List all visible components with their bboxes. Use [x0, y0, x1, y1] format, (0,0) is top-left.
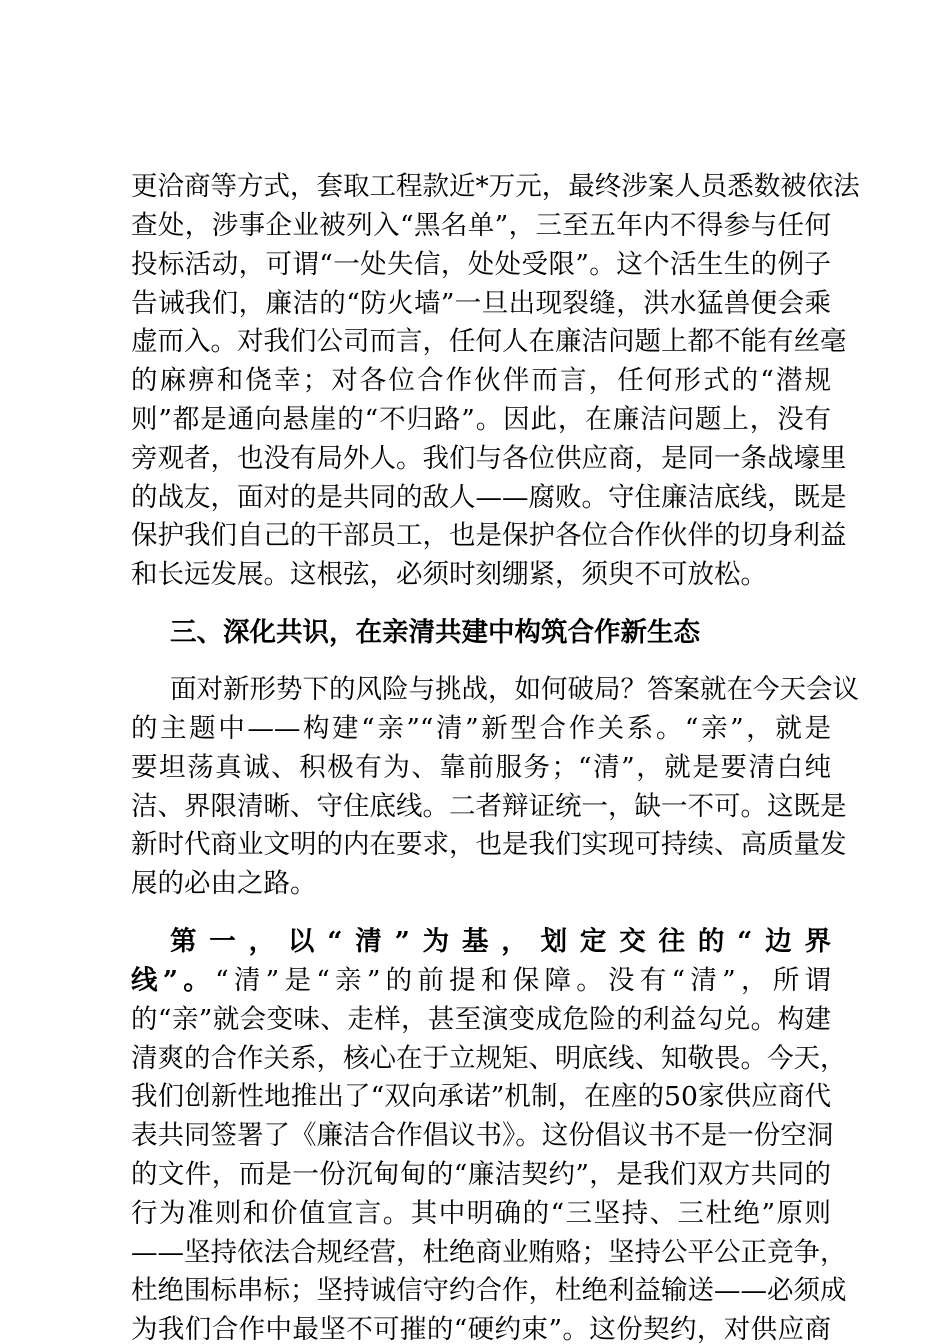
paragraph-3-line-11: 为我们合作中最坚不可摧的“硬约束”。这份契约，对供应商 [131, 1314, 831, 1344]
paragraph-3-line-5: 我们创新性地推出了“双向承诺”机制，在座的50家供应商代 [131, 1081, 831, 1112]
paragraph-3-line-7: 的文件，而是一份沉甸甸的“廉洁契约”，是我们双方共同的 [131, 1159, 831, 1190]
paragraph-3-line-2-text: “清”是“亲”的前提和保障。没有“清”，所谓 [215, 965, 831, 996]
paragraph-1-line-6: 的麻痹和侥幸；对各位合作伙伴而言，任何形式的“潜规 [131, 365, 831, 396]
paragraph-1-line-8: 旁观者，也没有局外人。我们与各位供应商，是同一条战壕里 [131, 443, 847, 474]
section-3-heading: 三、深化共识，在亲清共建中构筑合作新生态 [170, 617, 700, 648]
paragraph-3-line-6: 表共同签署了《廉洁合作倡议书》。这份倡议书不是一份空洞 [131, 1120, 834, 1151]
paragraph-1-line-4: 告诫我们，廉洁的“防火墙”一旦出现裂缝，洪水猛兽便会乘 [131, 288, 831, 319]
paragraph-3-lead-heading: 第一，以“清”为基，划定交往的“边界 [170, 926, 831, 957]
paragraph-1-line-1: 更洽商等方式，套取工程款近*万元，最终涉案人员悉数被依法 [131, 171, 860, 202]
paragraph-2-line-2: 的主题中——构建“亲”“清”新型合作关系。“亲”，就是 [131, 713, 831, 744]
paragraph-3-line-8: 行为准则和价值宣言。其中明确的“三坚持、三杜绝”原则 [131, 1198, 831, 1229]
paragraph-2-line-4: 洁、界限清晰、守住底线。二者辩证统一，缺一不可。这既是 [131, 791, 847, 822]
paragraph-1-line-9: 的战友，面对的是共同的敌人——腐败。守住廉洁底线，既是 [131, 482, 847, 513]
paragraph-1-line-3: 投标活动，可谓“一处失信，处处受限”。这个活生生的例子 [131, 249, 831, 280]
paragraph-3-lead-heading-end: 线”。 [131, 965, 216, 996]
paragraph-1-line-10: 保护我们自己的干部员工，也是保护各位合作伙伴的切身利益 [131, 520, 847, 551]
paragraph-3-line-2 [131, 962, 831, 1000]
paragraph-2-line-3: 要坦荡真诚、积极有为、靠前服务；“清”，就是要清白纯 [131, 752, 831, 783]
paragraph-3-line-4: 清爽的合作关系，核心在于立规矩、明底线、知敬畏。今天， [131, 1043, 847, 1074]
paragraph-3-line-10: 杜绝围标串标；坚持诚信守约合作，杜绝利益输送——必须成 [131, 1275, 847, 1306]
paragraph-3-line-3: 的“亲”就会变味、走样，甚至演变成危险的利益勾兑。构建 [131, 1004, 831, 1035]
paragraph-2-line-1: 面对新形势下的风险与挑战，如何破局？答案就在今天会议 [170, 674, 859, 705]
paragraph-1-line-7: 则”都是通向悬崖的“不归路”。因此，在廉洁问题上，没有 [131, 404, 831, 435]
paragraph-2-line-6: 展的必由之路。 [131, 868, 317, 899]
paragraph-1-line-11: 和长远发展。这根弦，必须时刻绷紧，须臾不可放松。 [131, 559, 767, 590]
paragraph-1-line-2: 查处，涉事企业被列入“黑名单”，三至五年内不得参与任何 [131, 210, 831, 241]
paragraph-2-line-5: 新时代商业文明的内在要求，也是我们实现可持续、高质量发 [131, 829, 847, 860]
paragraph-1-line-5: 虚而入。对我们公司而言，任何人在廉洁问题上都不能有丝毫 [131, 326, 847, 357]
paragraph-3-line-9: ——坚持依法合规经营，杜绝商业贿赂；坚持公平公正竞争， [131, 1237, 847, 1268]
